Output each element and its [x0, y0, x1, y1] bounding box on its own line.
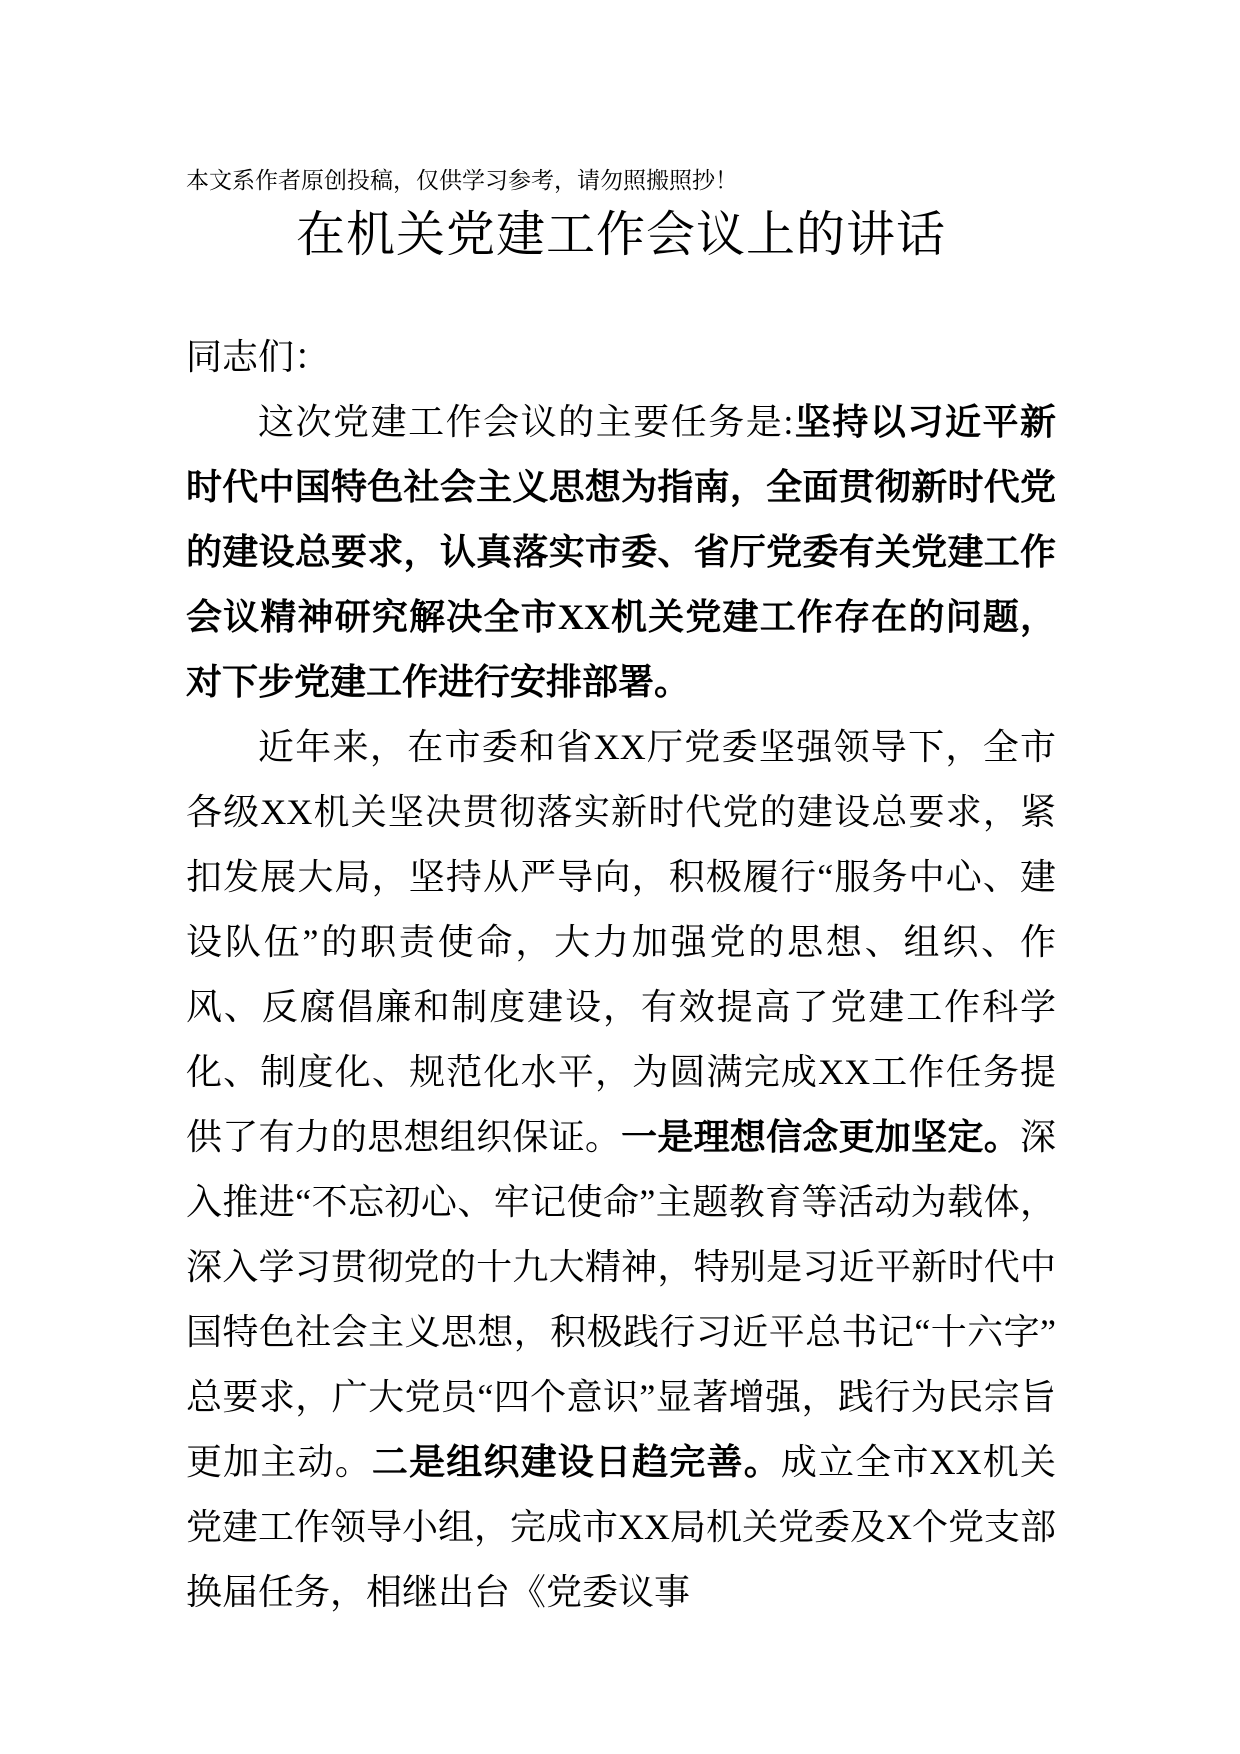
text-segment: 二是组织建设日趋完善。: [371, 1442, 781, 1482]
document-title: 在机关党建工作会议上的讲话: [295, 207, 946, 262]
salutation: 同志们：: [186, 337, 331, 377]
text-segment: 近年来，在市委和省XX厅党委坚强领导下，全市各级XX机关坚决贯彻落实新时代党的建设总要求，紧扣发展大局，坚持从严导向，积极履行“服务中心、建设队伍”的职责使命，大力加强党的思想、组织、作风、反腐倡廉和制度建设，有效提高了党建工作科学化、制度化、规范化水平，为圆满完成XX工作任务提供了有力的思想组织保证。: [186, 727, 1056, 1157]
text-segment: 深入推进“不忘初心、牢记使命”主题教育等活动为载体，深入学习贯彻党的十九大精神，特别是习近平新时代中国特色社会主义思想，积极践行习近平总书记“十六字”总要求，广大党员“四个意识”显著增强，践行为民宗旨更加主动。: [186, 1117, 1056, 1482]
disclaimer-note: 本文系作者原创投稿，仅供学习参考，请勿照搬照抄！: [186, 168, 738, 193]
text-segment: 这次党建工作会议的主要任务是:: [258, 402, 794, 442]
document-body: [186, 325, 1056, 1625]
text-segment: 成立全市XX机关党建工作领导小组，完成市XX局机关党委及X个党支部换届任务，相继出台《党委议事: [186, 1442, 1056, 1612]
text-segment: 坚持以习近平新时代中国特色社会主义思想为指南，全面贯彻新时代党的建设总要求，认真落实市委、省厅党委有关党建工作会议精神研究解决全市XX机关党建工作存在的问题，对下步党建工作进行安排部署。: [186, 402, 1056, 702]
paragraph-list: [186, 390, 1056, 1625]
paragraph: [186, 390, 1056, 715]
paragraph: [186, 715, 1056, 1625]
text-segment: 一是理想信念更加坚定。: [621, 1117, 1020, 1157]
